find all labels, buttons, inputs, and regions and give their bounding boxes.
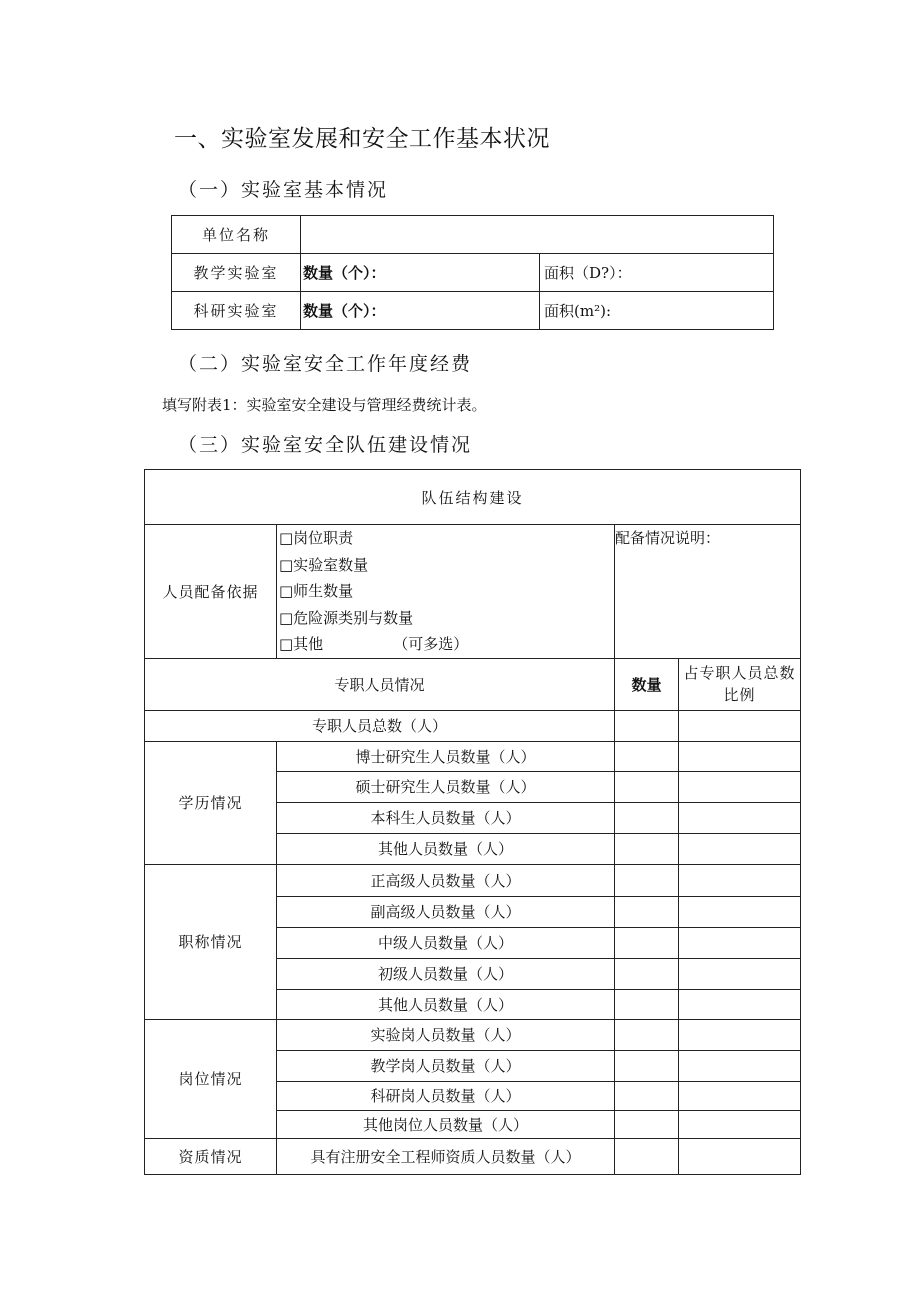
quantity-cell[interactable] bbox=[615, 802, 679, 833]
section-2-title: （二）实验室安全工作年度经费 bbox=[178, 353, 473, 375]
row-label: 初级人员数量（人） bbox=[277, 958, 615, 989]
multi-select-note: （可多选） bbox=[393, 635, 469, 653]
page-heading: 一、实验室发展和安全工作基本状况 bbox=[174, 126, 550, 152]
basis-option-other-row bbox=[279, 631, 614, 658]
section-3-title: （三）实验室安全队伍建设情况 bbox=[178, 434, 473, 456]
total-staff-label: 专职人员总数（人） bbox=[145, 710, 615, 741]
ratio-cell[interactable] bbox=[679, 864, 801, 896]
quantity-cell[interactable] bbox=[615, 833, 679, 864]
basis-option-lab-count[interactable]: □实验室数量 bbox=[279, 555, 369, 574]
row-label: 教学岗人员数量（人） bbox=[277, 1050, 615, 1081]
row-label: 博士研究生人员数量（人） bbox=[277, 741, 615, 771]
row-label: 硕士研究生人员数量（人） bbox=[277, 771, 615, 802]
teaching-lab-row bbox=[172, 254, 774, 292]
row-label: 副高级人员数量（人） bbox=[277, 896, 615, 927]
section-1-title: （一）实验室基本情况 bbox=[178, 179, 389, 201]
row-label: 本科生人员数量（人） bbox=[277, 802, 615, 833]
ratio-header: 占专职人员总数比例 bbox=[679, 658, 801, 710]
quantity-cell[interactable] bbox=[615, 741, 679, 771]
team-structure-header: 队伍结构建设 bbox=[145, 470, 801, 525]
ratio-cell[interactable] bbox=[679, 896, 801, 927]
education-group-label: 学历情况 bbox=[145, 741, 277, 864]
funding-note: 填写附表1：实验室安全建设与管理经费统计表。 bbox=[162, 396, 487, 414]
ratio-cell[interactable] bbox=[679, 1110, 801, 1138]
row-label: 其他岗位人员数量（人） bbox=[277, 1110, 615, 1138]
teaching-lab-area-field[interactable]: 面积（D?）： bbox=[540, 254, 774, 292]
quantity-cell[interactable] bbox=[615, 927, 679, 958]
teaching-lab-label: 教学实验室 bbox=[172, 254, 301, 292]
ratio-cell[interactable] bbox=[679, 741, 801, 771]
row-label: 中级人员数量（人） bbox=[277, 927, 615, 958]
quantity-cell[interactable] bbox=[615, 1050, 679, 1081]
staff-situation-header: 专职人员情况 bbox=[145, 658, 615, 710]
row-label: 实验岗人员数量（人） bbox=[277, 1019, 615, 1050]
research-lab-row bbox=[172, 292, 774, 330]
research-lab-label: 科研实验室 bbox=[172, 292, 301, 330]
ratio-cell[interactable] bbox=[679, 1081, 801, 1110]
research-lab-count-field[interactable]: 数量（个）： bbox=[301, 292, 540, 330]
qualification-group-label: 资质情况 bbox=[145, 1138, 277, 1174]
basis-option-hazard-sources[interactable]: □危险源类别与数量 bbox=[279, 608, 414, 627]
row-label: 具有注册安全工程师资质人员数量（人） bbox=[277, 1138, 615, 1174]
quantity-cell[interactable] bbox=[615, 1138, 679, 1174]
ratio-cell[interactable] bbox=[679, 989, 801, 1019]
quantity-cell[interactable] bbox=[615, 1019, 679, 1050]
staffing-basis-label: 人员配备依据 bbox=[145, 525, 277, 659]
ratio-cell[interactable] bbox=[679, 1050, 801, 1081]
quantity-cell[interactable] bbox=[615, 771, 679, 802]
quantity-cell[interactable] bbox=[615, 710, 679, 741]
lab-basic-info-table bbox=[171, 215, 774, 330]
teaching-lab-count-field[interactable]: 数量（个）： bbox=[301, 254, 540, 292]
unit-name-row bbox=[172, 216, 774, 254]
quantity-cell[interactable] bbox=[615, 1081, 679, 1110]
basis-option-teacher-student-count[interactable]: □师生数量 bbox=[279, 582, 354, 600]
quantity-header: 数量 bbox=[615, 658, 679, 710]
unit-name-field[interactable] bbox=[301, 216, 774, 254]
ratio-cell[interactable] bbox=[679, 927, 801, 958]
ratio-cell[interactable] bbox=[679, 771, 801, 802]
row-label: 其他人员数量（人） bbox=[277, 989, 615, 1019]
staffing-description-label: 配备情况说明： bbox=[615, 529, 721, 547]
ratio-cell[interactable] bbox=[679, 802, 801, 833]
basis-option-other[interactable]: □其他 bbox=[279, 635, 324, 653]
ratio-cell[interactable] bbox=[679, 833, 801, 864]
ratio-cell[interactable] bbox=[679, 958, 801, 989]
safety-team-table bbox=[144, 469, 801, 1175]
ratio-cell[interactable] bbox=[679, 1138, 801, 1174]
row-label: 正高级人员数量（人） bbox=[277, 864, 615, 896]
quantity-cell[interactable] bbox=[615, 896, 679, 927]
quantity-cell[interactable] bbox=[615, 958, 679, 989]
quantity-cell[interactable] bbox=[615, 989, 679, 1019]
ratio-cell[interactable] bbox=[679, 710, 801, 741]
row-label: 科研岗人员数量（人） bbox=[277, 1081, 615, 1110]
staffing-basis-options bbox=[277, 525, 615, 659]
row-label: 其他人员数量（人） bbox=[277, 833, 615, 864]
title-group-label: 职称情况 bbox=[145, 864, 277, 1019]
post-group-label: 岗位情况 bbox=[145, 1019, 277, 1138]
unit-name-label: 单位名称 bbox=[172, 216, 301, 254]
quantity-cell[interactable] bbox=[615, 1110, 679, 1138]
research-lab-area-field[interactable]: 面积(m²): bbox=[540, 292, 774, 330]
staffing-description-field[interactable] bbox=[615, 525, 801, 659]
ratio-cell[interactable] bbox=[679, 1019, 801, 1050]
basis-option-duties[interactable]: □岗位职责 bbox=[279, 529, 354, 547]
quantity-cell[interactable] bbox=[615, 864, 679, 896]
